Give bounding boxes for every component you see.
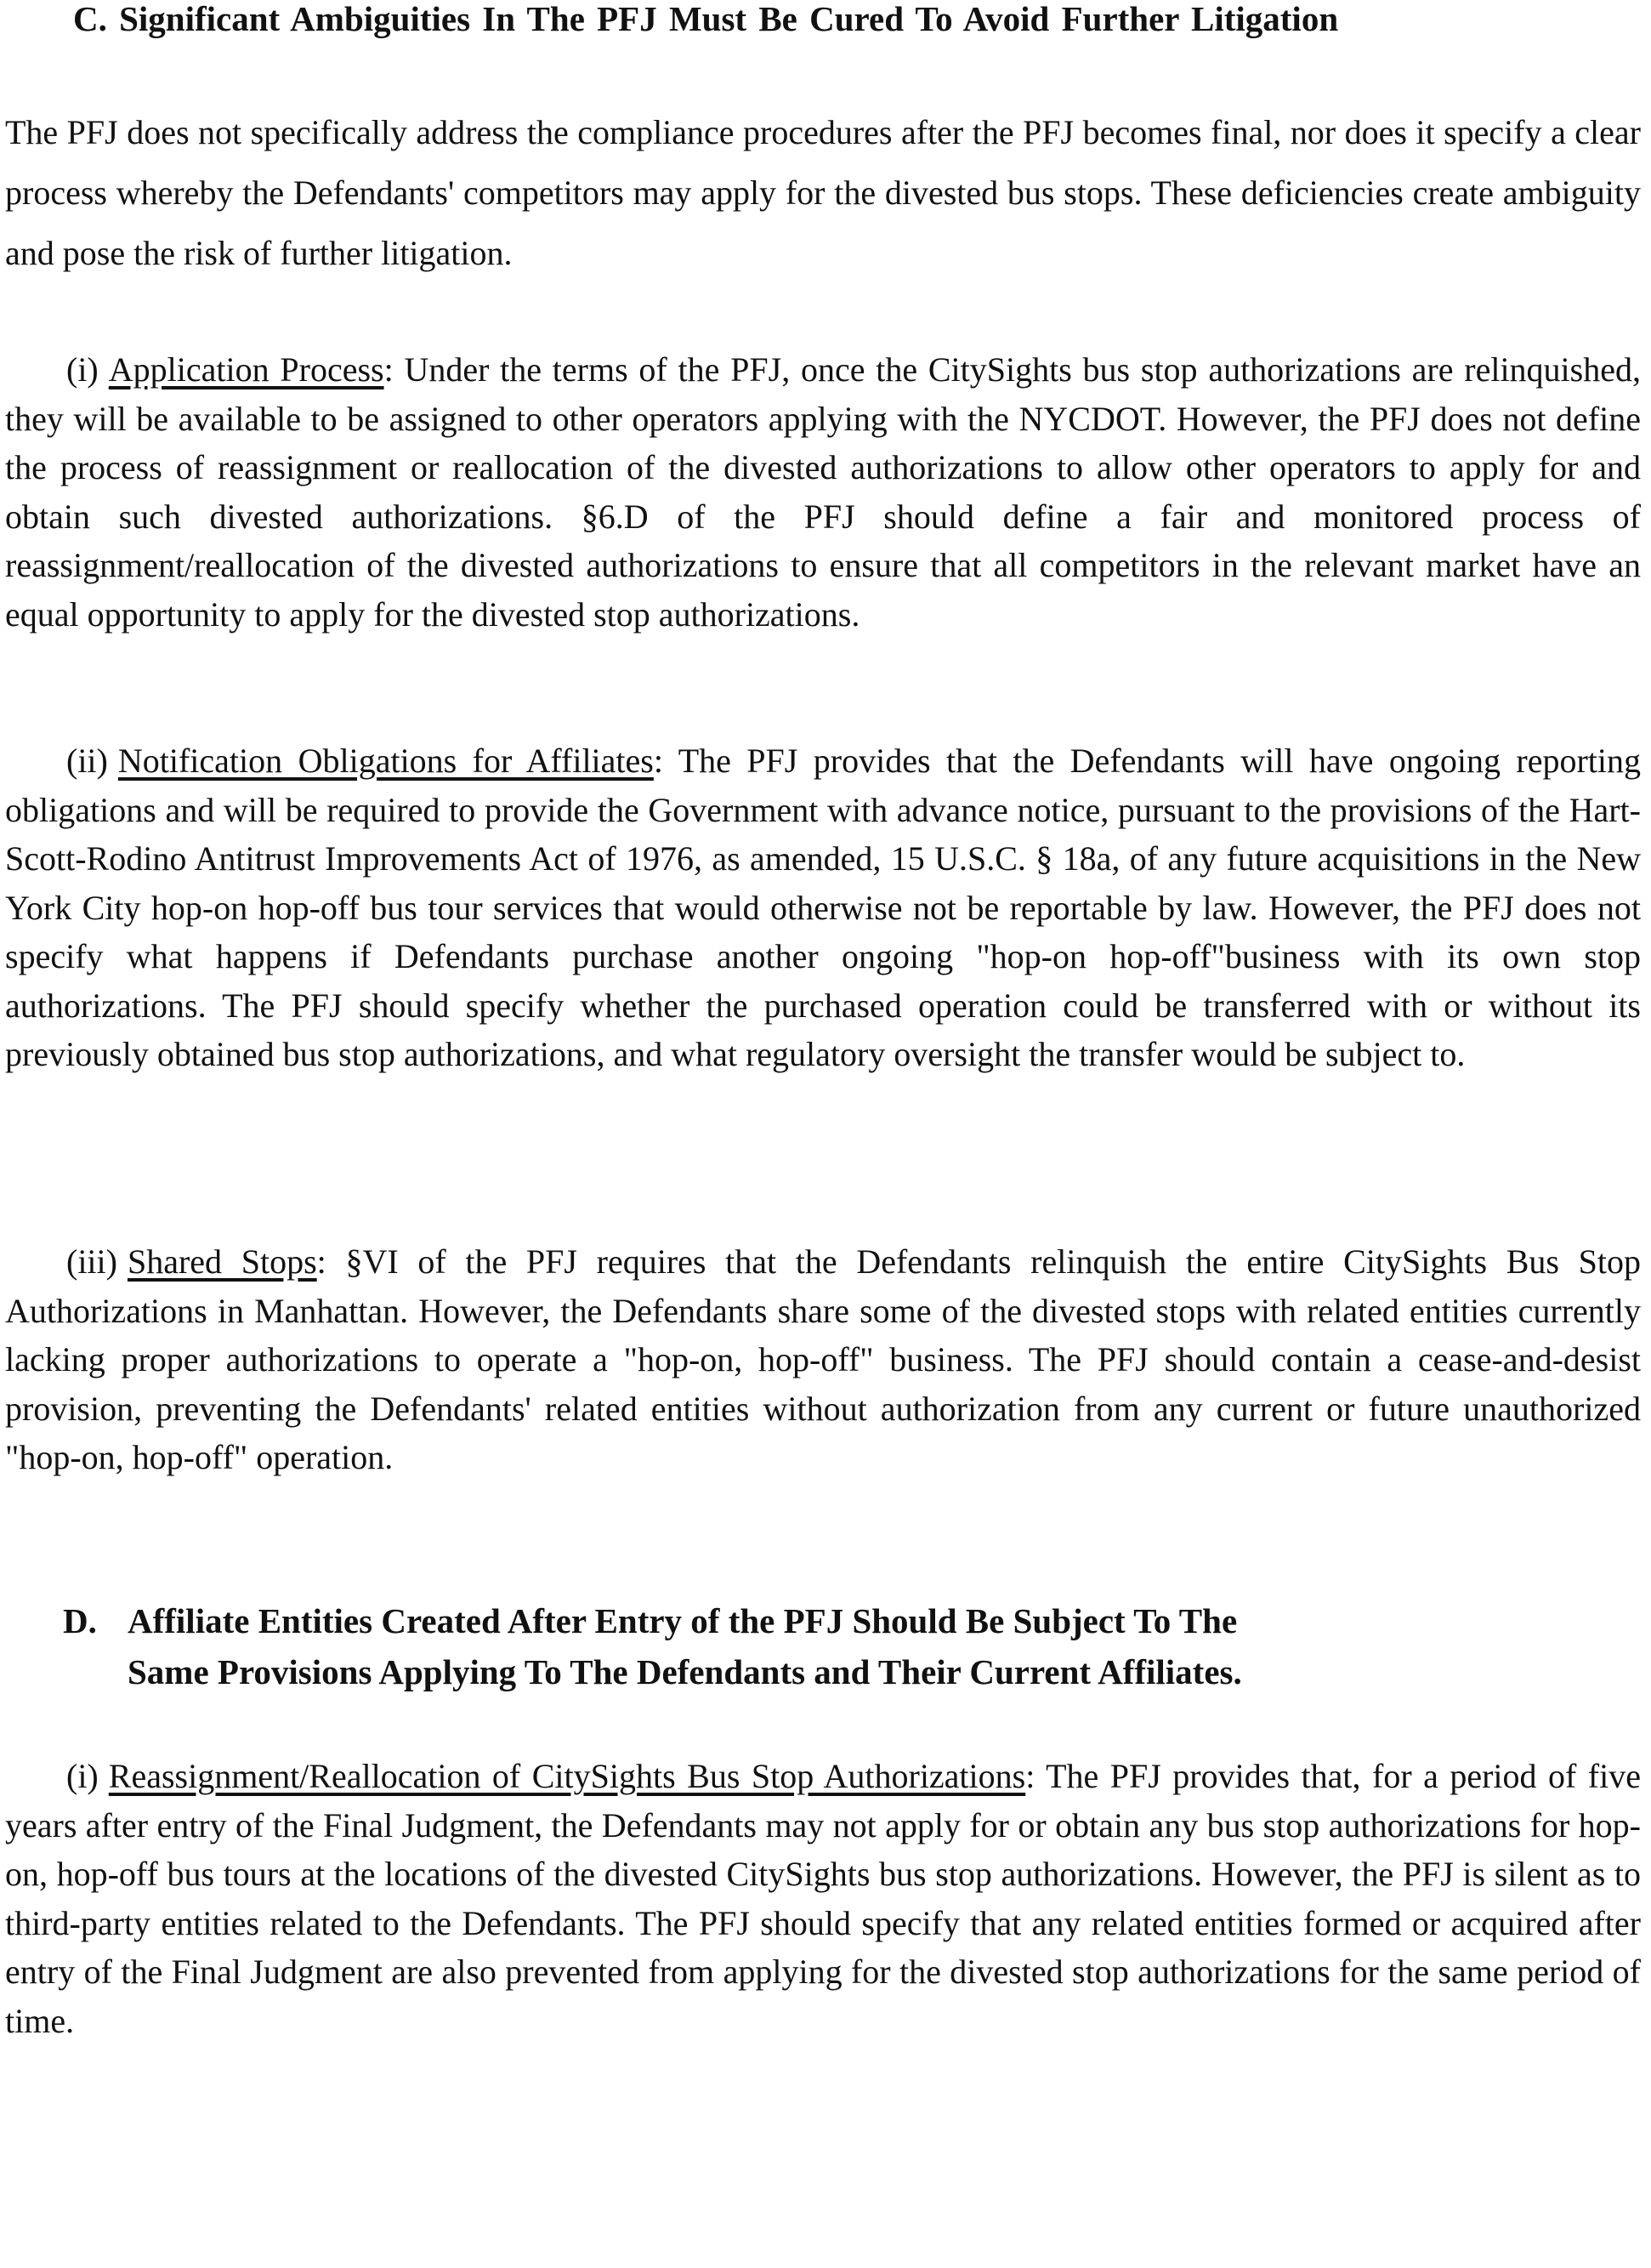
section-d-title-line-2: Same Provisions Applying To The Defendants and Their Current Affiliates. bbox=[128, 1652, 1242, 1691]
item-number: (i) bbox=[66, 350, 99, 389]
section-d-item-reassignment bbox=[5, 1752, 1641, 2045]
item-text: : §VI of the PFJ requires that the Defendants relinquish the entire CitySights Bus Stop Authorizations in Manhattan. However, the Defendants share some of the divested stops with related entities currently lacking proper authorizations to operate a "hop-on, hop-off" business. The PFJ should contain a cease-and-desist provision, preventing the Defendants' related entities without authorization from any current or future unauthorized "hop-on, hop-off" operation. bbox=[5, 1242, 1642, 1476]
item-label: Notification Obligations for Affiliates bbox=[117, 742, 654, 780]
section-c-heading bbox=[73, 0, 1651, 44]
section-d-title-line-1: Affiliate Entities Created After Entry of the PFJ Should Be Subject To The bbox=[128, 1601, 1238, 1640]
item-text: : The PFJ provides that, for a period of five years after entry of the Final Judgment, the Defendants may not apply for or obtain any bus stop authorizations for hop-on, hop-off bus tours at the locations of the divested CitySights bus stop authorizations. However, the PFJ is silent as to third-party entities related to the Defendants. The PFJ should specify that any related entities formed or acquired after entry of the Final Judgment are also prevented from applying for the divested stop authorizations for the same period of time. bbox=[5, 1757, 1641, 2040]
section-c-item-application-process bbox=[5, 345, 1641, 639]
section-c-letter: C. bbox=[73, 0, 107, 38]
item-label: Application Process bbox=[108, 350, 384, 389]
section-c-title: Significant Ambiguities In The PFJ Must Be Cured To Avoid Further Litigation bbox=[119, 0, 1339, 38]
section-c-item-shared-stops bbox=[5, 1237, 1641, 1482]
item-text: : Under the terms of the PFJ, once the CitySights bus stop authorizations are relinquished, they will be available to be assigned to other operators applying with the NYCDOT. However, the PFJ does not define the process of reassignment or reallocation of the divested authorizations to allow other operators to apply for and obtain such divested authorizations. §6.D of the PFJ should define a fair and monitored process of reassignment/reallocation of the divested authorizations to ensure that all competitors in the relevant market have an equal opportunity to apply for the divested stop authorizations. bbox=[5, 350, 1641, 634]
item-label: Shared Stops bbox=[127, 1242, 317, 1281]
item-number: (iii) bbox=[66, 1242, 117, 1281]
item-label: Reassignment/Reallocation of CitySights Bus Stop Authorizations bbox=[108, 1757, 1026, 1795]
item-text: : The PFJ provides that the Defendants will have ongoing reporting obligations and will be required to provide the Government with advance notice, pursuant to the provisions of the Hart-Scott-Rodino Antitrust Improvements Act of 1976, as amended, 15 U.S.C. § 18a, of any future acquisitions in the New York City hop-on hop-off bus tour services that would otherwise not be reportable by law. However, the PFJ does not specify what happens if Defendants purchase another ongoing "hop-on hop-off"business with its own stop authorizations. The PFJ should specify whether the purchased operation could be transferred with or without its previously obtained bus stop authorizations, and what regulatory oversight the transfer would be subject to. bbox=[5, 742, 1641, 1073]
item-number: (ii) bbox=[66, 742, 108, 780]
item-number: (i) bbox=[66, 1757, 99, 1795]
section-c-item-notification-obligations bbox=[5, 736, 1641, 1079]
section-c-intro: The PFJ does not specifically address the compliance procedures after the PFJ becomes final, nor does it specify a clear process whereby the Defendants' competitors may apply for the divested bus stops. These deficiencies create ambiguity and pose the risk of further litigation. bbox=[5, 113, 1641, 272]
section-d-letter: D. bbox=[63, 1601, 97, 1640]
section-d-heading bbox=[63, 1595, 1576, 1697]
